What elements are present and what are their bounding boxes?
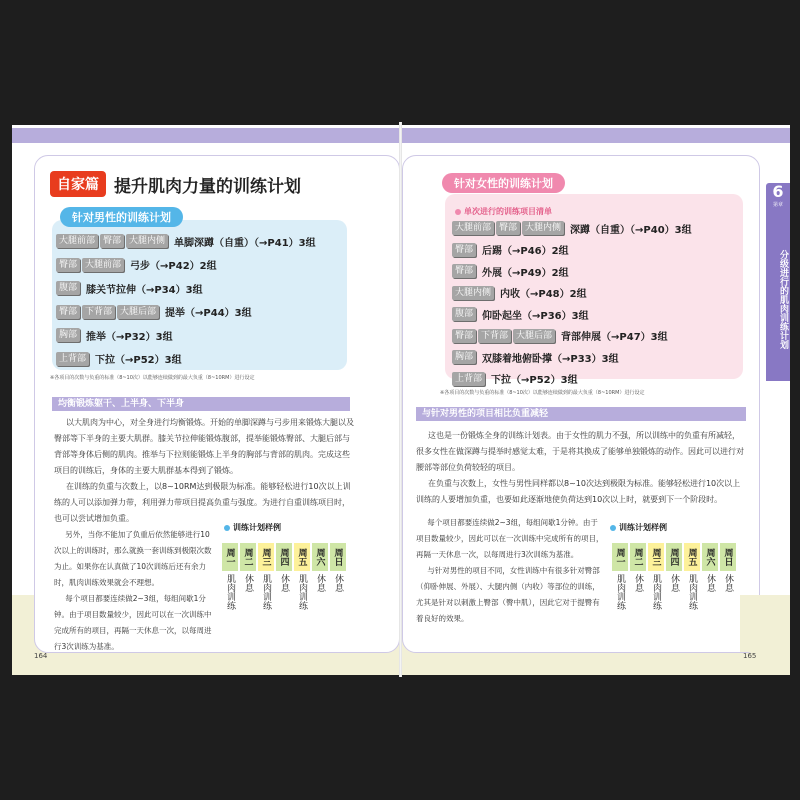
chapter-tab-top (766, 183, 790, 211)
schedule-day: 周二 (240, 543, 256, 571)
exercise-label: 外展（→P49）2组 (482, 267, 569, 279)
schedule-activity: 肌肉训练 (651, 574, 661, 610)
schedule-column (702, 543, 718, 610)
muscle-tag: 大腿内侧 (126, 234, 168, 248)
plan-row (56, 326, 173, 344)
plan-row (452, 241, 569, 259)
muscle-tag: 上背部 (452, 372, 485, 386)
muscle-tag: 大腿前部 (452, 221, 494, 235)
schedule-day: 周三 (648, 543, 664, 571)
plan-row (452, 348, 619, 366)
chapter-number: 6 (772, 182, 784, 201)
women-plan-label-wrap (442, 172, 565, 193)
exercise-label: 仰卧起坐（→P36）3组 (482, 310, 589, 322)
muscle-tag: 腹部 (56, 281, 80, 295)
plan-row (452, 327, 668, 345)
chapter-label: 第章 (772, 202, 783, 208)
men-plan-label: 针对男性的训练计划 (60, 207, 183, 227)
schedule-day: 周日 (330, 543, 346, 571)
muscle-tag: 大腿前部 (82, 258, 124, 272)
schedule-day: 周四 (666, 543, 682, 571)
right-cream-inner (740, 595, 760, 652)
muscle-tag: 臀部 (100, 234, 124, 248)
bullet-dot-icon (610, 525, 616, 531)
right-paragraph-1: 这也是一份锻炼全身的训练计划表。由于女性的肌力不强，所以训练中的负重有所减轻，很多女性在做深蹲与提举时感觉太难，于是将其换成了能够单独锻炼的动作。因此可以进行对腰部等部位负荷较轻的项目。 (416, 431, 744, 472)
plan-row (452, 262, 569, 280)
muscle-tag: 大腿后部 (117, 305, 159, 319)
schedule-column (312, 543, 328, 610)
muscle-tag: 大腿后部 (513, 329, 555, 343)
women-list-heading (455, 206, 552, 217)
right-section-title: 与针对男性的项目相比负重减轻 (416, 407, 746, 421)
left-body-bottom (54, 527, 216, 655)
plan-row (56, 279, 203, 297)
book-gutter (399, 122, 402, 677)
muscle-tag: 大腿内侧 (452, 286, 494, 300)
schedule-day: 周四 (276, 543, 292, 571)
schedule-activity: 休息 (633, 574, 643, 592)
muscle-tag: 下背部 (82, 305, 115, 319)
right-paragraph-3: 每个项目都要连续做2~3组，每组间歇1分钟。由于项目数量较少，因此可以在一次训练中完成所有的项目，再隔一天休息一次，以每周进行3次训练为基准。 (416, 518, 604, 559)
women-list-title: 单次进行的训练项目清单 (464, 207, 552, 216)
plan-row (452, 284, 587, 302)
men-plan-label-wrap (60, 206, 183, 227)
schedule-activity: 肌肉训练 (297, 574, 307, 610)
right-schedule-table (612, 543, 736, 610)
page-header (50, 171, 301, 197)
schedule-column (720, 543, 736, 610)
exercise-label: 膝关节拉伸（→P34）3组 (86, 284, 203, 296)
muscle-tag: 臀部 (452, 329, 476, 343)
women-plan-label: 针对女性的训练计划 (442, 173, 565, 193)
muscle-tag: 大腿前部 (56, 234, 98, 248)
muscle-tag: 臀部 (496, 221, 520, 235)
schedule-day: 周五 (684, 543, 700, 571)
chapter-side-tab: 分级进行的肌肉训练计划 (766, 211, 790, 381)
plan-row (56, 303, 252, 321)
schedule-day: 周一 (612, 543, 628, 571)
exercise-label: 提举（→P44）3组 (165, 308, 252, 319)
exercise-label: 背部伸展（→P47）3组 (561, 332, 668, 343)
schedule-activity: 休息 (315, 574, 325, 592)
schedule-day: 周日 (720, 543, 736, 571)
schedule-column (630, 543, 646, 610)
plan-row (452, 305, 589, 323)
schedule-activity: 休息 (279, 574, 289, 592)
bullet-dot-icon (224, 525, 230, 531)
muscle-tag: 臀部 (452, 243, 476, 257)
schedule-activity: 休息 (243, 574, 253, 592)
schedule-column (294, 543, 310, 610)
plan-row (452, 219, 692, 237)
exercise-label: 单脚深蹲（自重）（→P41）3组 (174, 237, 316, 249)
muscle-tag: 下背部 (478, 329, 511, 343)
left-schedule-title (224, 522, 281, 533)
left-paragraph-2: 在训练的负重与次数上，以8~10RM达到极限为标准。能够轻松进行10次以上训练的人可以添加弹力带，利用弹力带项目提高负重与强度。为进行自重训练项目时，也可以尝试增加负重。 (54, 482, 351, 523)
schedule-activity: 休息 (723, 574, 733, 592)
exercise-label: 内收（→P48）2组 (500, 289, 587, 300)
schedule-column (648, 543, 664, 610)
page-title: 提升肌肉力量的训练计划 (114, 176, 301, 197)
schedule-day: 周六 (702, 543, 718, 571)
left-schedule-label: 训练计划样例 (233, 523, 281, 532)
schedule-column (612, 543, 628, 610)
schedule-day: 周六 (312, 543, 328, 571)
left-schedule-table (222, 543, 346, 610)
schedule-activity: 休息 (333, 574, 343, 592)
schedule-column (240, 543, 256, 610)
plan-row (56, 350, 182, 368)
left-paragraph-4: 每个项目都要连续做2~3组，每组间歇1分钟。由于项目数量较少，因此可以在一次训练中完成所有的项目，再隔一天休息一次，以每周进行3次训练为基准。 (54, 594, 212, 651)
exercise-label: 双膝着地俯卧撑（→P33）3组 (482, 353, 619, 365)
schedule-activity: 肌肉训练 (225, 574, 235, 610)
exercise-label: 弓步（→P42）2组 (130, 261, 217, 272)
men-plan-note: ※各项目的次数与负重的标准（8~10次）以能够连续做到的最大负重（8~10RM）进行设定 (50, 375, 255, 381)
plan-row (56, 232, 316, 250)
left-body-top (54, 415, 354, 527)
women-plan-note: ※各项目的次数与负重的标准（8~10次）以能够连续做到的最大负重（8~10RM）进行设定 (440, 390, 645, 396)
muscle-tag: 胸部 (452, 350, 476, 364)
section-tag: 自家篇 (50, 171, 106, 197)
muscle-tag: 臀部 (56, 258, 80, 272)
exercise-label: 深蹲（自重）（→P40）3组 (570, 224, 692, 236)
schedule-column (276, 543, 292, 610)
right-schedule-title (610, 522, 667, 533)
schedule-column (222, 543, 238, 610)
plan-row (452, 370, 578, 388)
exercise-label: 下拉（→P52）3组 (95, 355, 182, 366)
schedule-column (330, 543, 346, 610)
schedule-activity: 肌肉训练 (687, 574, 697, 610)
muscle-tag: 大腿内侧 (522, 221, 564, 235)
muscle-tag: 上背部 (56, 352, 89, 366)
exercise-label: 后踢（→P46）2组 (482, 246, 569, 257)
schedule-activity: 肌肉训练 (261, 574, 271, 610)
schedule-day: 周一 (222, 543, 238, 571)
muscle-tag: 臀部 (452, 264, 476, 278)
schedule-activity: 休息 (705, 574, 715, 592)
exercise-label: 推举（→P32）3组 (86, 331, 173, 343)
right-body-bottom (416, 515, 604, 627)
right-body-top (416, 428, 746, 508)
left-paragraph-1: 以大肌肉为中心，对全身进行均衡锻炼。开始的单脚深蹲与弓步用来锻炼大腿以及臀部等下半身的主要大肌群。膝关节拉伸能锻炼腹部，提举能锻炼臀部、大腿后部与背部等身体后侧的肌肉。推举与下拉则能锻炼上半身的胸部与背部的肌肉。完成这些项目的训练后，身体的主要大肌群基本得到了锻炼。 (54, 418, 354, 475)
muscle-tag: 臀部 (56, 305, 80, 319)
exercise-label: 下拉（→P52）3组 (491, 375, 578, 386)
schedule-day: 周五 (294, 543, 310, 571)
plan-row (56, 256, 217, 274)
right-schedule-label: 训练计划样例 (619, 523, 667, 532)
right-paragraph-4: 与针对男性的项目不同，女性训练中有很多针对臀部（仰卧伸展、外展）、大腿内侧（内收）等部位的训练，尤其是针对以刺激上臀部（臀中肌），因此它对于提臀有着良好的效果。 (416, 566, 600, 623)
left-section-title: 均衡锻炼躯干、上半身、下半身 (52, 397, 350, 411)
schedule-day: 周二 (630, 543, 646, 571)
schedule-activity: 肌肉训练 (615, 574, 625, 610)
schedule-day: 周三 (258, 543, 274, 571)
right-page-number: 165 (743, 652, 757, 660)
bullet-dot-icon (455, 209, 461, 215)
schedule-column (684, 543, 700, 610)
muscle-tag: 腹部 (452, 307, 476, 321)
left-paragraph-3: 另外，当你不能加了负重后依然能够进行10次以上的训练时，那么就换一套训练到极限次数为止。如果你在认真做了10次训练后还有余力时，肌肉训练效果就会不理想。 (54, 530, 212, 587)
schedule-column (258, 543, 274, 610)
left-page-number: 164 (34, 652, 48, 660)
schedule-column (666, 543, 682, 610)
right-paragraph-2: 在负重与次数上，女性与男性同样都以8~10次达到极限为标准。能够轻松进行10次以上训练的人要增加负重，也要如此逐渐地使负荷达到10次以上时，就要到下一个阶段时。 (416, 479, 741, 504)
schedule-activity: 休息 (669, 574, 679, 592)
muscle-tag: 胸部 (56, 328, 80, 342)
